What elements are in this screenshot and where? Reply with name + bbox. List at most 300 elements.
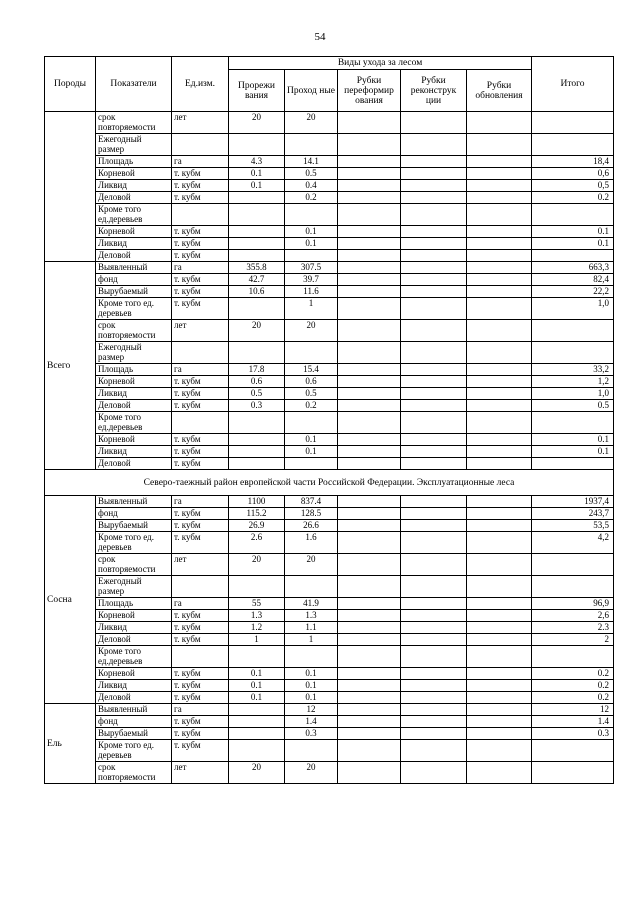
table-row [45, 250, 614, 262]
total-cell [532, 554, 614, 576]
value-cell: 1.4 [285, 716, 338, 728]
indicator-cell: Кроме того ед.деревьев [96, 412, 172, 434]
value-cell: 17.8 [229, 364, 285, 376]
value-cell [401, 274, 467, 286]
table-row [45, 364, 614, 376]
value-cell [338, 740, 401, 762]
value-cell: 0.1 [229, 668, 285, 680]
unit-cell: т. кубм [172, 610, 229, 622]
total-cell: 2 [532, 634, 614, 646]
value-cell [229, 412, 285, 434]
value-cell [338, 320, 401, 342]
value-cell [467, 598, 532, 610]
value-cell [338, 728, 401, 740]
value-cell [401, 610, 467, 622]
value-cell: 1.3 [229, 610, 285, 622]
total-cell: 0.3 [532, 728, 614, 740]
indicator-cell: Вырубаемый [96, 520, 172, 532]
indicator-cell: Ликвид [96, 180, 172, 192]
table-row [45, 192, 614, 204]
value-cell: 26.6 [285, 520, 338, 532]
value-cell: 42.7 [229, 274, 285, 286]
value-cell [338, 458, 401, 470]
value-cell: 0.1 [285, 446, 338, 458]
unit-cell: т. кубм [172, 716, 229, 728]
table-row [45, 286, 614, 298]
total-cell: 18,4 [532, 156, 614, 168]
value-cell [338, 226, 401, 238]
value-cell [467, 680, 532, 692]
value-cell [338, 508, 401, 520]
value-cell [401, 434, 467, 446]
value-cell [338, 762, 401, 784]
total-cell [532, 412, 614, 434]
table-body [45, 112, 614, 784]
table-row [45, 434, 614, 446]
species-cell: Всего [45, 262, 96, 470]
unit-cell: лет [172, 554, 229, 576]
value-cell: 0.1 [229, 168, 285, 180]
header-care-types: Виды ухода за лесом [229, 57, 532, 70]
table-row [45, 238, 614, 250]
total-cell: 33,2 [532, 364, 614, 376]
value-cell [401, 446, 467, 458]
value-cell [401, 204, 467, 226]
value-cell [338, 622, 401, 634]
value-cell: 41.9 [285, 598, 338, 610]
value-cell [401, 728, 467, 740]
value-cell: 0.1 [285, 680, 338, 692]
total-cell: 1,0 [532, 388, 614, 400]
value-cell [338, 274, 401, 286]
total-cell [532, 134, 614, 156]
value-cell [467, 134, 532, 156]
indicator-cell: Деловой [96, 400, 172, 412]
value-cell [467, 554, 532, 576]
value-cell [338, 576, 401, 598]
value-cell [229, 226, 285, 238]
unit-cell [172, 342, 229, 364]
value-cell [467, 762, 532, 784]
table-row [45, 728, 614, 740]
indicator-cell: Площадь [96, 598, 172, 610]
unit-cell: т. кубм [172, 680, 229, 692]
value-cell [338, 704, 401, 716]
value-cell [401, 554, 467, 576]
value-cell [229, 576, 285, 598]
value-cell: 20 [229, 554, 285, 576]
value-cell [467, 634, 532, 646]
indicator-cell: Ликвид [96, 622, 172, 634]
total-cell: 1937,4 [532, 496, 614, 508]
value-cell: 0.1 [285, 226, 338, 238]
total-cell [532, 740, 614, 762]
value-cell: 837.4 [285, 496, 338, 508]
value-cell: 0.5 [285, 388, 338, 400]
table-row [45, 320, 614, 342]
value-cell: 4.3 [229, 156, 285, 168]
indicator-cell: Корневой [96, 610, 172, 622]
table-row [45, 412, 614, 434]
header-species: Породы [45, 57, 96, 112]
unit-cell: т. кубм [172, 668, 229, 680]
table-row [45, 520, 614, 532]
table-row [45, 298, 614, 320]
table-row [45, 716, 614, 728]
header-col-thinning: Прорежи вания [229, 70, 285, 112]
indicator-cell: Кроме того ед. деревьев [96, 740, 172, 762]
value-cell [467, 204, 532, 226]
value-cell: 1100 [229, 496, 285, 508]
total-cell: 1,0 [532, 298, 614, 320]
value-cell [338, 520, 401, 532]
unit-cell: т. кубм [172, 692, 229, 704]
value-cell [467, 286, 532, 298]
total-cell: 0.1 [532, 226, 614, 238]
indicator-cell: Кроме того ед.деревьев [96, 204, 172, 226]
value-cell [401, 238, 467, 250]
table-row [45, 112, 614, 134]
total-cell: 0,5 [532, 180, 614, 192]
value-cell [229, 646, 285, 668]
header-col-renewal: Рубки обновления [467, 70, 532, 112]
total-cell [532, 576, 614, 598]
value-cell [467, 262, 532, 274]
value-cell [467, 532, 532, 554]
table-row [45, 446, 614, 458]
value-cell: 20 [285, 112, 338, 134]
indicator-cell: Ежегодный размер [96, 342, 172, 364]
value-cell [338, 250, 401, 262]
value-cell [467, 238, 532, 250]
unit-cell: т. кубм [172, 226, 229, 238]
indicator-cell: Кроме того ед. деревьев [96, 298, 172, 320]
indicator-cell: Выявленный [96, 496, 172, 508]
indicator-cell: фонд [96, 508, 172, 520]
unit-cell: лет [172, 112, 229, 134]
value-cell [401, 112, 467, 134]
total-cell [532, 646, 614, 668]
value-cell: 0.3 [285, 728, 338, 740]
value-cell: 128.5 [285, 508, 338, 520]
indicator-cell: Корневой [96, 668, 172, 680]
value-cell [401, 250, 467, 262]
indicator-cell: Деловой [96, 250, 172, 262]
indicator-cell: Вырубаемый [96, 728, 172, 740]
value-cell [467, 716, 532, 728]
value-cell: 0.6 [229, 376, 285, 388]
value-cell: 20 [285, 320, 338, 342]
value-cell [401, 692, 467, 704]
value-cell: 11.6 [285, 286, 338, 298]
total-cell: 53,5 [532, 520, 614, 532]
table-row [45, 156, 614, 168]
indicator-cell: Ежегодный размер [96, 134, 172, 156]
unit-cell: т. кубм [172, 508, 229, 520]
value-cell [401, 298, 467, 320]
indicator-cell: Деловой [96, 192, 172, 204]
value-cell [229, 446, 285, 458]
value-cell [467, 400, 532, 412]
value-cell [401, 342, 467, 364]
value-cell: 20 [285, 762, 338, 784]
total-cell: 0.2 [532, 192, 614, 204]
unit-cell: т. кубм [172, 728, 229, 740]
value-cell [338, 554, 401, 576]
value-cell: 20 [229, 762, 285, 784]
table-row [45, 762, 614, 784]
value-cell: 10.6 [229, 286, 285, 298]
indicator-cell: Корневой [96, 434, 172, 446]
total-cell [532, 342, 614, 364]
value-cell [467, 446, 532, 458]
unit-cell: лет [172, 320, 229, 342]
value-cell [338, 434, 401, 446]
value-cell [338, 412, 401, 434]
value-cell [338, 364, 401, 376]
table-row [45, 622, 614, 634]
value-cell [229, 204, 285, 226]
value-cell: 1.1 [285, 622, 338, 634]
value-cell [229, 250, 285, 262]
indicator-cell: Ликвид [96, 388, 172, 400]
value-cell: 15.4 [285, 364, 338, 376]
value-cell [467, 412, 532, 434]
value-cell [338, 692, 401, 704]
total-cell: 0.2 [532, 680, 614, 692]
total-cell: 0,6 [532, 168, 614, 180]
value-cell [338, 680, 401, 692]
unit-cell: т. кубм [172, 520, 229, 532]
table-row [45, 458, 614, 470]
unit-cell: га [172, 156, 229, 168]
value-cell: 1 [285, 298, 338, 320]
value-cell [338, 532, 401, 554]
value-cell [229, 458, 285, 470]
value-cell: 0.1 [285, 692, 338, 704]
value-cell [229, 298, 285, 320]
value-cell: 20 [285, 554, 338, 576]
value-cell [338, 610, 401, 622]
value-cell: 0.5 [229, 388, 285, 400]
value-cell [338, 388, 401, 400]
value-cell [401, 388, 467, 400]
unit-cell: т. кубм [172, 400, 229, 412]
unit-cell: т. кубм [172, 434, 229, 446]
value-cell: 0.1 [229, 680, 285, 692]
value-cell: 12 [285, 704, 338, 716]
value-cell [467, 388, 532, 400]
value-cell [338, 286, 401, 298]
total-cell [532, 112, 614, 134]
indicator-cell: Деловой [96, 692, 172, 704]
unit-cell: т. кубм [172, 634, 229, 646]
total-cell [532, 458, 614, 470]
table-row [45, 342, 614, 364]
indicator-cell: Площадь [96, 364, 172, 376]
header-unit: Ед.изм. [172, 57, 229, 112]
value-cell [285, 646, 338, 668]
value-cell [467, 342, 532, 364]
value-cell: 0.3 [229, 400, 285, 412]
value-cell [467, 112, 532, 134]
value-cell [467, 376, 532, 388]
value-cell [401, 496, 467, 508]
value-cell [338, 646, 401, 668]
value-cell: 1 [285, 634, 338, 646]
value-cell [338, 156, 401, 168]
table-row [45, 168, 614, 180]
total-cell [532, 204, 614, 226]
value-cell [229, 704, 285, 716]
value-cell [338, 134, 401, 156]
value-cell [467, 364, 532, 376]
value-cell [467, 728, 532, 740]
value-cell [401, 680, 467, 692]
indicator-cell: Деловой [96, 634, 172, 646]
indicator-cell: Площадь [96, 156, 172, 168]
value-cell [285, 342, 338, 364]
value-cell [338, 168, 401, 180]
value-cell: 1.2 [229, 622, 285, 634]
value-cell [285, 134, 338, 156]
value-cell [467, 692, 532, 704]
section-row [45, 470, 614, 496]
indicator-cell: Деловой [96, 458, 172, 470]
value-cell [401, 400, 467, 412]
value-cell [467, 704, 532, 716]
value-cell [467, 496, 532, 508]
total-cell: 4,2 [532, 532, 614, 554]
total-cell: 0.1 [532, 446, 614, 458]
value-cell [401, 576, 467, 598]
unit-cell: т. кубм [172, 180, 229, 192]
indicator-cell: фонд [96, 274, 172, 286]
value-cell [338, 716, 401, 728]
value-cell [467, 622, 532, 634]
table-row [45, 634, 614, 646]
total-cell [532, 762, 614, 784]
value-cell: 14.1 [285, 156, 338, 168]
indicator-cell: срок повторяемости [96, 554, 172, 576]
unit-cell: т. кубм [172, 740, 229, 762]
value-cell [401, 668, 467, 680]
indicator-cell: срок повторяемости [96, 320, 172, 342]
unit-cell: т. кубм [172, 192, 229, 204]
value-cell [285, 204, 338, 226]
value-cell [401, 134, 467, 156]
value-cell [401, 520, 467, 532]
header-indicators: Показатели [96, 57, 172, 112]
unit-cell: т. кубм [172, 446, 229, 458]
unit-cell: т. кубм [172, 376, 229, 388]
table-row [45, 704, 614, 716]
indicator-cell: Выявленный [96, 704, 172, 716]
unit-cell: т. кубм [172, 532, 229, 554]
total-cell: 82,4 [532, 274, 614, 286]
table-row [45, 532, 614, 554]
value-cell [338, 598, 401, 610]
value-cell [467, 520, 532, 532]
table-row [45, 134, 614, 156]
table-row [45, 610, 614, 622]
value-cell: 0.1 [285, 668, 338, 680]
value-cell: 1.6 [285, 532, 338, 554]
table-row [45, 646, 614, 668]
indicator-cell: Корневой [96, 226, 172, 238]
value-cell [401, 168, 467, 180]
value-cell: 26.9 [229, 520, 285, 532]
unit-cell: т. кубм [172, 274, 229, 286]
total-cell [532, 320, 614, 342]
total-cell: 0.5 [532, 400, 614, 412]
page-number: 54 [314, 31, 326, 43]
unit-cell: т. кубм [172, 458, 229, 470]
value-cell: 0.1 [229, 180, 285, 192]
value-cell [338, 238, 401, 250]
value-cell [401, 226, 467, 238]
value-cell: 20 [229, 112, 285, 134]
value-cell [401, 192, 467, 204]
table-row [45, 400, 614, 412]
value-cell [338, 180, 401, 192]
indicator-cell: Корневой [96, 168, 172, 180]
value-cell: 0.1 [229, 692, 285, 704]
indicator-cell: Выявленный [96, 262, 172, 274]
value-cell [401, 740, 467, 762]
indicator-cell: Кроме того ед. деревьев [96, 532, 172, 554]
value-cell [467, 668, 532, 680]
indicator-cell: Ликвид [96, 238, 172, 250]
total-cell: 22,2 [532, 286, 614, 298]
indicator-cell: срок повторяемости [96, 112, 172, 134]
value-cell: 355.8 [229, 262, 285, 274]
value-cell [401, 180, 467, 192]
value-cell [229, 434, 285, 446]
total-cell: 243,7 [532, 508, 614, 520]
value-cell [229, 728, 285, 740]
value-cell [229, 238, 285, 250]
value-cell: 0.2 [285, 192, 338, 204]
indicator-cell: срок повторяемости [96, 762, 172, 784]
table-row [45, 576, 614, 598]
unit-cell: га [172, 598, 229, 610]
value-cell [338, 342, 401, 364]
value-cell [229, 342, 285, 364]
unit-cell: лет [172, 762, 229, 784]
table-row [45, 204, 614, 226]
table-row [45, 508, 614, 520]
header-col-passage: Проход ные [285, 70, 338, 112]
value-cell [467, 156, 532, 168]
unit-cell [172, 576, 229, 598]
unit-cell: га [172, 364, 229, 376]
value-cell [229, 740, 285, 762]
forest-care-table [44, 56, 614, 784]
table-row [45, 740, 614, 762]
indicator-cell: Ликвид [96, 680, 172, 692]
value-cell [401, 716, 467, 728]
value-cell [401, 646, 467, 668]
value-cell [401, 704, 467, 716]
species-cell [45, 112, 96, 262]
indicator-cell: Ежегодный размер [96, 576, 172, 598]
value-cell [467, 274, 532, 286]
total-cell: 2,6 [532, 610, 614, 622]
value-cell [285, 458, 338, 470]
value-cell [467, 320, 532, 342]
total-cell: 1.4 [532, 716, 614, 728]
